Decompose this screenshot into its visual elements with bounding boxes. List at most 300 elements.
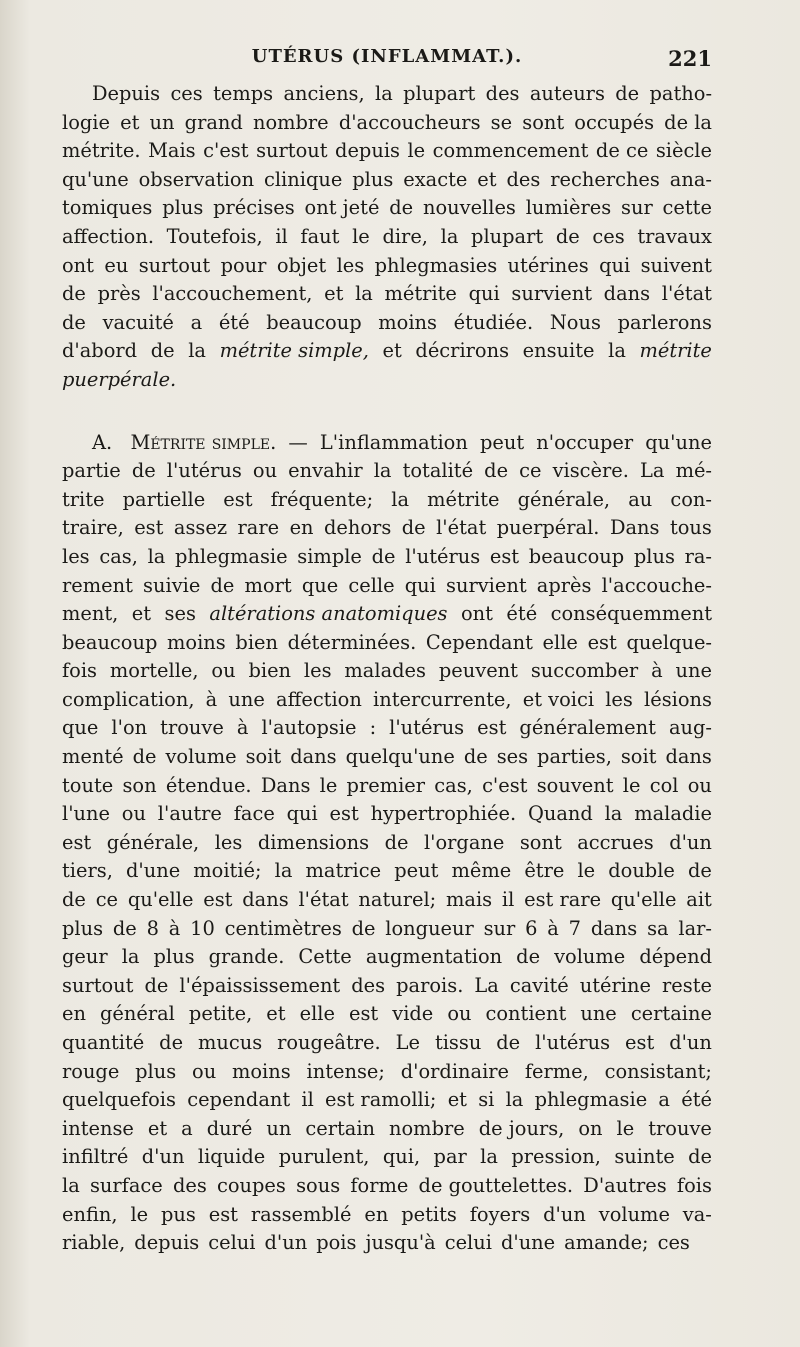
word: altérations anatomiques	[209, 602, 448, 626]
word: à	[547, 916, 559, 940]
word: intense;	[306, 1059, 385, 1083]
word: contient	[485, 1002, 567, 1026]
word: et	[477, 167, 497, 191]
text-line	[62, 772, 712, 801]
word: utérine	[579, 973, 651, 997]
word: surtout	[138, 253, 211, 277]
word: est	[208, 1202, 238, 1226]
word: trouve	[648, 1116, 712, 1140]
word: partie	[62, 459, 121, 483]
word: nombre	[389, 1116, 465, 1140]
word: qu'une	[62, 167, 129, 191]
word: infiltré	[62, 1145, 129, 1169]
word: Cependant	[425, 630, 533, 654]
word: liquide	[197, 1145, 266, 1169]
word: tissu	[434, 1031, 482, 1054]
word: quantité	[62, 1031, 145, 1054]
word: surface	[89, 1173, 163, 1197]
word: que	[62, 716, 99, 740]
word: l'une	[62, 802, 110, 826]
word: soit	[620, 745, 657, 769]
word: le	[616, 1116, 635, 1140]
text-line	[62, 337, 712, 366]
word: la	[391, 487, 410, 511]
word: volume	[554, 945, 626, 969]
word: lésions	[644, 687, 712, 711]
word: Depuis	[92, 82, 161, 105]
word: ont	[460, 602, 493, 626]
word: amande;	[564, 1231, 649, 1255]
word: forme	[350, 1173, 409, 1197]
word: pois	[316, 1231, 357, 1255]
word: le	[622, 773, 641, 797]
word: dans	[590, 916, 638, 940]
word: nouvelles	[422, 196, 516, 220]
word: plus	[135, 1059, 177, 1083]
word: phlegmasie	[534, 1088, 648, 1112]
word: de	[132, 745, 157, 769]
word: est ramolli;	[325, 1088, 437, 1112]
word: mucus	[197, 1031, 263, 1054]
word: de	[144, 973, 169, 997]
word: face	[233, 802, 275, 826]
word: affection.	[62, 224, 154, 248]
word: lumières	[525, 196, 612, 220]
text-line	[62, 1229, 712, 1258]
word: observation	[138, 167, 255, 191]
word: puerpérale.	[62, 367, 177, 391]
text-line	[62, 1029, 712, 1058]
word: sont	[522, 110, 565, 134]
word: et	[382, 339, 402, 363]
word: est	[134, 516, 164, 540]
word: naturel;	[358, 888, 437, 912]
word: Dans	[609, 516, 660, 540]
text-line	[62, 1086, 712, 1115]
text-line	[62, 1000, 712, 1029]
word: près	[97, 282, 141, 306]
text-line	[62, 252, 712, 281]
word: une	[675, 659, 712, 683]
word: de	[389, 196, 414, 220]
word: est	[62, 830, 92, 854]
paragraph-gap	[62, 395, 712, 429]
word: menté	[62, 745, 124, 769]
word: de	[150, 339, 175, 363]
word: tiers,	[62, 859, 113, 883]
word: de jours,	[478, 1116, 565, 1140]
word: va-	[682, 1202, 712, 1226]
word: coupes	[217, 1173, 286, 1197]
word: occupés	[574, 110, 655, 134]
word: plus	[352, 167, 394, 191]
word: à	[205, 687, 218, 711]
word: dans	[603, 282, 651, 306]
word: la	[373, 459, 392, 483]
word: rouge	[62, 1059, 120, 1083]
text-line	[62, 109, 712, 138]
word: plus	[62, 916, 104, 940]
word: est	[223, 487, 253, 511]
text-line	[62, 972, 712, 1001]
word: moins	[232, 1059, 291, 1083]
paragraph	[62, 80, 712, 395]
word: cavité	[509, 973, 569, 997]
word: depuis	[335, 139, 400, 163]
word: de	[62, 310, 86, 334]
word: toute	[62, 773, 114, 797]
word: et	[447, 1088, 467, 1112]
word: geur	[62, 945, 108, 969]
text-line	[62, 166, 712, 195]
word: la	[604, 802, 623, 826]
word: la	[480, 1145, 498, 1169]
word: en	[289, 516, 314, 540]
word: hypertrophiée.	[370, 802, 517, 826]
word: de	[555, 224, 580, 248]
word: de la	[664, 110, 712, 134]
text-line	[62, 137, 712, 166]
word: consistant;	[604, 1059, 712, 1083]
word: ces	[592, 224, 625, 248]
word: parois.	[396, 973, 464, 997]
word: est rare	[524, 888, 602, 912]
word: peut	[479, 430, 525, 454]
text-line	[62, 943, 712, 972]
word: ra-	[684, 544, 712, 568]
word: auteurs	[529, 82, 605, 105]
word: et	[147, 1116, 168, 1140]
word: ont	[62, 253, 94, 277]
word: beaucoup	[266, 310, 362, 334]
text-line	[62, 80, 712, 109]
word: ment,	[62, 602, 119, 626]
word: ana-	[669, 167, 712, 191]
word: dans	[290, 745, 337, 769]
word: A.	[92, 430, 119, 454]
word: commencement	[432, 139, 589, 163]
word: on	[578, 1116, 603, 1140]
word: une	[580, 1002, 617, 1026]
word: conséquemment	[550, 602, 712, 626]
word: Quand	[527, 802, 593, 826]
word: par	[433, 1145, 467, 1169]
word: la	[274, 859, 293, 883]
word: dimensions	[257, 830, 370, 854]
word: qu'elle	[610, 888, 677, 912]
word: rare	[237, 516, 280, 540]
word: l'autre	[157, 802, 222, 826]
word: intense	[62, 1116, 134, 1140]
word: peuvent	[438, 659, 518, 683]
word: plus	[633, 544, 675, 568]
word: après	[536, 573, 592, 597]
word: la	[188, 339, 206, 363]
word: sur	[621, 196, 653, 220]
word: sont	[519, 830, 562, 854]
word: le	[130, 1202, 149, 1226]
word: Mais	[148, 139, 196, 163]
text-line	[62, 1115, 712, 1144]
word: lar-	[678, 916, 712, 940]
word: l'épaississement	[179, 973, 341, 997]
word: puerpéral.	[496, 516, 600, 540]
word: totalité	[402, 459, 474, 483]
word: dire,	[382, 224, 428, 248]
word: que	[301, 573, 339, 597]
text-line	[62, 429, 712, 458]
word: celui	[444, 1231, 492, 1255]
word: générale,	[517, 487, 611, 511]
text-line	[62, 223, 712, 252]
word: métrite.	[62, 139, 141, 163]
word: cas,	[99, 544, 138, 568]
word: de	[351, 916, 376, 940]
word: étudiée.	[453, 310, 534, 334]
word: de	[496, 1031, 521, 1054]
word: plupart	[403, 82, 476, 105]
word: de	[463, 745, 488, 769]
word: de gouttelettes.	[418, 1173, 574, 1197]
word: métrite	[427, 487, 500, 511]
word: d'une	[500, 1231, 556, 1255]
text-line	[62, 829, 712, 858]
word: d'un	[669, 830, 712, 854]
text-line	[62, 1172, 712, 1201]
word: cas,	[434, 773, 473, 797]
word: 10	[190, 916, 215, 940]
word: l'utérus	[389, 716, 465, 740]
word: de	[159, 1031, 184, 1054]
text-line	[62, 743, 712, 772]
word: l'utérus	[535, 1031, 611, 1054]
body-text	[62, 80, 712, 1258]
word: des	[172, 1173, 207, 1197]
word: pour	[220, 253, 267, 277]
word: Cette	[298, 945, 352, 969]
word: temps	[213, 82, 274, 105]
word: ait	[686, 888, 712, 912]
text-line	[62, 1058, 712, 1087]
text-line	[62, 686, 712, 715]
word: ces	[170, 82, 203, 105]
word: d'un	[141, 1145, 185, 1169]
word: être	[524, 859, 565, 883]
word: sa	[647, 916, 669, 940]
word: fois	[676, 1173, 712, 1197]
word: d'une	[125, 859, 181, 883]
text-line	[62, 1201, 712, 1230]
word: qui	[404, 573, 436, 597]
text-line	[62, 514, 712, 543]
word: il	[275, 224, 288, 248]
word: petite,	[188, 1002, 253, 1026]
word: celui	[208, 1231, 256, 1255]
word: mort	[244, 573, 292, 597]
word: le	[352, 224, 370, 248]
word: étendue.	[165, 773, 252, 797]
word: l'utérus	[166, 459, 242, 483]
word: d'ordinaire	[400, 1059, 510, 1083]
word: jusqu'à	[365, 1231, 436, 1255]
word: accrues	[577, 830, 654, 854]
word: ses	[496, 745, 529, 769]
word: les	[214, 830, 243, 854]
word: reste	[662, 973, 712, 997]
text-line	[62, 800, 712, 829]
word: fréquente;	[270, 487, 374, 511]
word: l'organe	[423, 830, 505, 854]
word: envahir	[288, 459, 363, 483]
word: cette	[662, 196, 712, 220]
word: son	[122, 773, 157, 797]
word: 6	[525, 916, 538, 940]
word: —	[288, 430, 308, 454]
word: parties,	[537, 745, 612, 769]
word: de	[371, 544, 396, 568]
word: plupart	[471, 224, 544, 248]
word: il	[501, 888, 515, 912]
text-line	[62, 1143, 712, 1172]
word: d'abord	[62, 339, 138, 363]
word: mé-	[675, 459, 712, 483]
word: mais	[446, 888, 493, 912]
word: clinique	[264, 167, 343, 191]
word: trouve	[160, 716, 224, 740]
word: rougeâtre.	[277, 1031, 381, 1054]
word: utérines	[507, 253, 589, 277]
word: métrite	[639, 339, 712, 363]
word: phlegmasies	[374, 253, 498, 277]
word: depuis	[134, 1231, 200, 1255]
word: il	[301, 1088, 314, 1112]
text-line	[62, 657, 712, 686]
word: de	[62, 282, 86, 306]
text-line	[62, 486, 712, 515]
word: Métrite simple.	[130, 430, 277, 454]
word: rassemblé	[250, 1202, 352, 1226]
text-line	[62, 366, 712, 395]
text-line	[62, 543, 712, 572]
word: d'accoucheurs	[338, 110, 481, 134]
word: La	[640, 459, 665, 483]
word: dehors	[324, 516, 392, 540]
word: métrite simple,	[219, 339, 369, 363]
word: double	[608, 859, 675, 883]
word: est	[587, 630, 617, 654]
word: qu'elle	[127, 888, 194, 912]
word: le	[319, 773, 338, 797]
word: un	[149, 110, 175, 134]
word: les	[303, 659, 332, 683]
word: siècle	[655, 139, 712, 163]
word: à	[168, 916, 181, 940]
word: des	[351, 973, 386, 997]
word: quelqu'une	[345, 745, 455, 769]
word: de	[484, 459, 509, 483]
word: partielle	[122, 487, 206, 511]
word: pus	[161, 1202, 196, 1226]
word: quelque-	[626, 630, 712, 654]
word: tous	[669, 516, 712, 540]
text-line	[62, 457, 712, 486]
word: ces	[657, 1231, 690, 1255]
word: fois	[62, 659, 98, 683]
word: logie	[62, 110, 110, 134]
word: de	[615, 82, 640, 105]
word: se	[490, 110, 513, 134]
word: le	[407, 139, 426, 163]
word: rement	[62, 573, 133, 597]
word: augmentation	[365, 945, 503, 969]
word: et	[266, 1002, 286, 1026]
word: duré	[206, 1116, 253, 1140]
word: des	[485, 82, 520, 105]
word: de	[401, 516, 426, 540]
word: objet	[276, 253, 327, 277]
word: d'un	[264, 1231, 308, 1255]
word: L'inflammation	[319, 430, 468, 454]
text-line	[62, 309, 712, 338]
word: en	[364, 1202, 389, 1226]
word: de	[112, 916, 137, 940]
running-head: UTÉRUS (INFLAMMAT.).	[251, 46, 523, 67]
word: cependant	[187, 1088, 291, 1112]
word: Dans	[260, 773, 311, 797]
word: été	[218, 310, 250, 334]
word: enfin,	[62, 1202, 118, 1226]
word: D'autres	[583, 1173, 667, 1197]
word: de	[210, 573, 235, 597]
word: été	[681, 1088, 712, 1112]
word: ce	[95, 888, 119, 912]
word: tomiques	[62, 196, 153, 220]
word: affection	[276, 687, 362, 711]
word: ce	[519, 459, 542, 483]
word: phlegmasie	[175, 544, 288, 568]
word: viscère.	[552, 459, 629, 483]
word: une	[228, 687, 265, 711]
word: parlerons	[617, 310, 712, 334]
word: et	[120, 110, 140, 134]
word: :	[369, 716, 377, 740]
word: ont jeté	[304, 196, 380, 220]
word: quelquefois	[62, 1088, 176, 1112]
word: bien	[248, 659, 292, 683]
word: générale,	[106, 830, 200, 854]
word: volume	[165, 745, 237, 769]
text-line	[62, 629, 712, 658]
word: beaucoup	[528, 544, 625, 568]
word: complication,	[62, 687, 195, 711]
word: de	[688, 859, 712, 883]
page-number: 221	[668, 46, 712, 71]
word: ou	[447, 1002, 472, 1026]
word: ou	[687, 773, 712, 797]
word: qui	[468, 282, 500, 306]
word: au	[628, 487, 653, 511]
word: moitié;	[193, 859, 262, 883]
word: c'est	[482, 773, 528, 797]
word: l'état	[661, 282, 712, 306]
word: nombre	[252, 110, 329, 134]
word: la	[440, 224, 459, 248]
word: trite	[62, 487, 105, 511]
word: beaucoup	[62, 630, 158, 654]
word: surtout	[62, 973, 134, 997]
word: d'un	[543, 1202, 586, 1226]
word: intercurrente,	[373, 687, 512, 711]
